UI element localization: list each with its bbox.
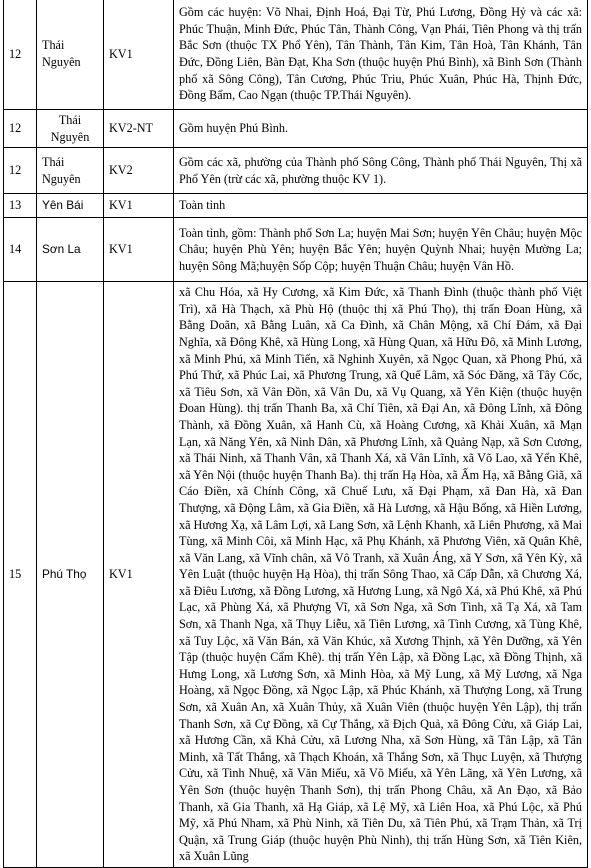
table-row	[4, 110, 588, 148]
table-row	[4, 148, 588, 194]
area-code: KV1	[104, 0, 174, 110]
area-code: KV1	[104, 282, 174, 868]
area-description: Gồm các huyện: Võ Nhai, Định Hoá, Đại Từ, Phú Lương, Đồng Hỷ và các xã: Phúc Thuận, Minh Đức, Phúc Tân, Thành Công, Vạn Phái, Tiên Phong và thị trấn Bắc Sơn (thuộc TX Phổ Yên), Tân Thành, Tân Kim, Tân Hoà, Tân Khánh, Tân Đức, Đồng Liên, Bàn Đạt, Kha Sơn (thuộc huyện Phú Bình), xã Bình Sơn (Thành phố xã Sông Công), Tân Cương, Phúc Triu, Phúc Xuân, Phúc Hà, Thịnh Đức, Đồng Bẩm, Cao Ngạn (thuộc TP.Thái Nguyên).	[174, 0, 588, 110]
province-name: Yên Bái	[37, 194, 104, 218]
row-number: 14	[4, 218, 37, 282]
area-code: KV2	[104, 148, 174, 194]
row-number: 13	[4, 194, 37, 218]
area-description: xã Chu Hóa, xã Hy Cương, xã Kim Đức, xã Thanh Đình (thuộc thành phố Việt Trì), xã Hà Thạch, xã Phù Hộ (thuộc thị xã Phú Thọ), thị trấn Đoan Hùng, xã Bằng Doãn, xã Bằng Luân, xã Ca Đình, xã Chân Mộng, xã Chí Đám, xã Đại Nghĩa, xã Đông Khê, xã Hùng Long, xã Hùng Quan, xã Hữu Đô, xã Minh Lương, xã Minh Phú, xã Minh Tiến, xã Nghinh Xuyên, xã Ngọc Quan, xã Phong Phú, xã Phú Thứ, xã Phúc Lai, xã Phương Trung, xã Quế Lâm, xã Sóc Đăng, xã Tây Cốc, xã Tiêu Sơn, xã Vân Đồn, xã Vân Du, xã Vụ Quang, xã Yên Kiện (thuộc huyện Đoan Hùng). thị trấn Thanh Ba, xã Chí Tiên, xã Đại An, xã Đông Lĩnh, xã Đông Thành, xã Đồng Xuân, xã Hanh Cù, xã Hoàng Cương, xã Khải Xuân, xã Mạn Lạn, xã Năng Yên, xã Ninh Dân, xã Phương Lĩnh, xã Quảng Nạp, xã Sơn Cương, xã Thái Ninh, xã Thanh Vân, xã Thanh Xá, xã Vân Lĩnh, xã Võ Lao, xã Yển Khê, xã Yên Nội (thuộc huyện Thanh Ba). thị trấn Hạ Hòa, xã Ấm Hạ, xã Bằng Giã, xã Cáo Điền, xã Chính Công, xã Chuế Lưu, xã Đại Phạm, xã Đan Hà, xã Đan Thượng, xã Động Lâm, xã Gia Điền, xã Hà Lương, xã Hậu Bổng, xã Hiền Lương, xã Hương Xạ, xã Lâm Lợi, xã Lang Sơn, xã Lệnh Khanh, xã Liên Phương, xã Mai Tùng, xã Minh Côi, xã Minh Hạc, xã Phụ Khánh, xã Phương Viên, xã Quân Khê, xã Văn Lang, xã Vĩnh chân, xã Vô Tranh, xã Xuân Áng, xã Y Sơn, xã Yên Kỳ, xã Yên Luật (thuộc huyện Hạ Hòa), thị trấn Sông Thao, xã Cấp Dẫn, xã Chương Xá, xã Điêu Lương, xã Đồng Lương, xã Hương Lung, xã Ngô Xá, xã Phú Khê, xã Phú Lạc, xã Phùng Xá, xã Phượng Vĩ, xã Sơn Nga, xã Sơn Tình, xã Tạ Xá, xã Tam Sơn, xã Thanh Nga, xã Thụy Liễu, xã Tiên Lương, xã Tình Cương, xã Tùng Khê, xã Tuy Lộc, xã Văn Bán, xã Văn Khúc, xã Xương Thịnh, xã Yên Dưỡng, xã Yên Tập (thuộc huyện Cẩm Khê). thị trấn Yên Lập, xã Đồng Lạc, xã Đồng Thịnh, xã Hưng Long, xã Lương Sơn, xã Minh Hòa, xã Mỹ Lung, xã Mỹ Lương, xã Nga Hoàng, xã Ngọc Đồng, xã Ngọc Lập, xã Phúc Khánh, xã Thượng Long, xã Trung Sơn, xã Xuân An, xã Xuân Thủy, xã Xuân Viên (thuộc huyện Yên Lập), thị trấn Thanh Sơn, xã Cự Đồng, xã Cự Thắng, xã Địch Quả, xã Đông Cửu, xã Giáp Lai, xã Hương Cần, xã Khả Cửu, xã Lương Nha, xã Sơn Hùng, xã Tân Lập, xã Tân Minh, xã Tất Thắng, xã Thạch Khoán, xã Thắng Sơn, xã Thục Luyện, xã Thượng Cửu, xã Tinh Nhuệ, xã Văn Miếu, xã Võ Miếu, xã Yên Lãng, xã Yên Lương, xã Yên Sơn (thuộc huyện Thanh Sơn), thị trấn Phong Châu, xã An Đạo, xã Bảo Thanh, xã Gia Thanh, xã Hạ Giáp, xã Lệ Mỹ, xã Liên Hoa, xã Phú Lộc, xã Phú Mỹ, xã Phú Nham, xã Phù Ninh, xã Tiên Du, xã Tiên Phú, xã Trạm Thản, xã Trị Quận, xã Trung Giáp (thuộc huyện Phù Ninh), thị trấn Hùng Sơn, xã Tiên Kiên, xã Xuân Lũng	[174, 282, 588, 868]
province-name: Phú Thọ	[37, 282, 104, 868]
area-description: Toàn tỉnh	[174, 194, 588, 218]
table-row	[4, 194, 588, 218]
row-number: 12	[4, 110, 37, 148]
area-description: Gồm các xã, phường của Thành phố Sông Công, Thành phố Thái Nguyên, Thị xã Phổ Yên (trừ các xã, phường thuộc KV 1).	[174, 148, 588, 194]
province-name: Thái Nguyên	[37, 110, 104, 148]
table-row	[4, 0, 588, 110]
row-number: 12	[4, 148, 37, 194]
province-name: Thái Nguyên	[37, 148, 104, 194]
area-description: Gồm huyện Phú Bình.	[174, 110, 588, 148]
area-code: KV2-NT	[104, 110, 174, 148]
table-row	[4, 218, 588, 282]
regions-table	[3, 0, 588, 868]
area-code: KV1	[104, 218, 174, 282]
row-number: 12	[4, 0, 37, 110]
area-description: Toàn tỉnh, gồm: Thành phố Sơn La; huyện Mai Sơn; huyện Yên Châu; huyện Mộc Châu; huyện Phù Yên; huyện Bắc Yên; huyện Quỳnh Nhai; huyện Mường La; huyện Sông Mã;huyện Sốp Cộp; huyện Thuận Châu; huyện Vân Hồ.	[174, 218, 588, 282]
table-row	[4, 282, 588, 868]
province-name: Thái Nguyên	[37, 0, 104, 110]
province-name: Sơn La	[37, 218, 104, 282]
row-number: 15	[4, 282, 37, 868]
area-code: KV1	[104, 194, 174, 218]
